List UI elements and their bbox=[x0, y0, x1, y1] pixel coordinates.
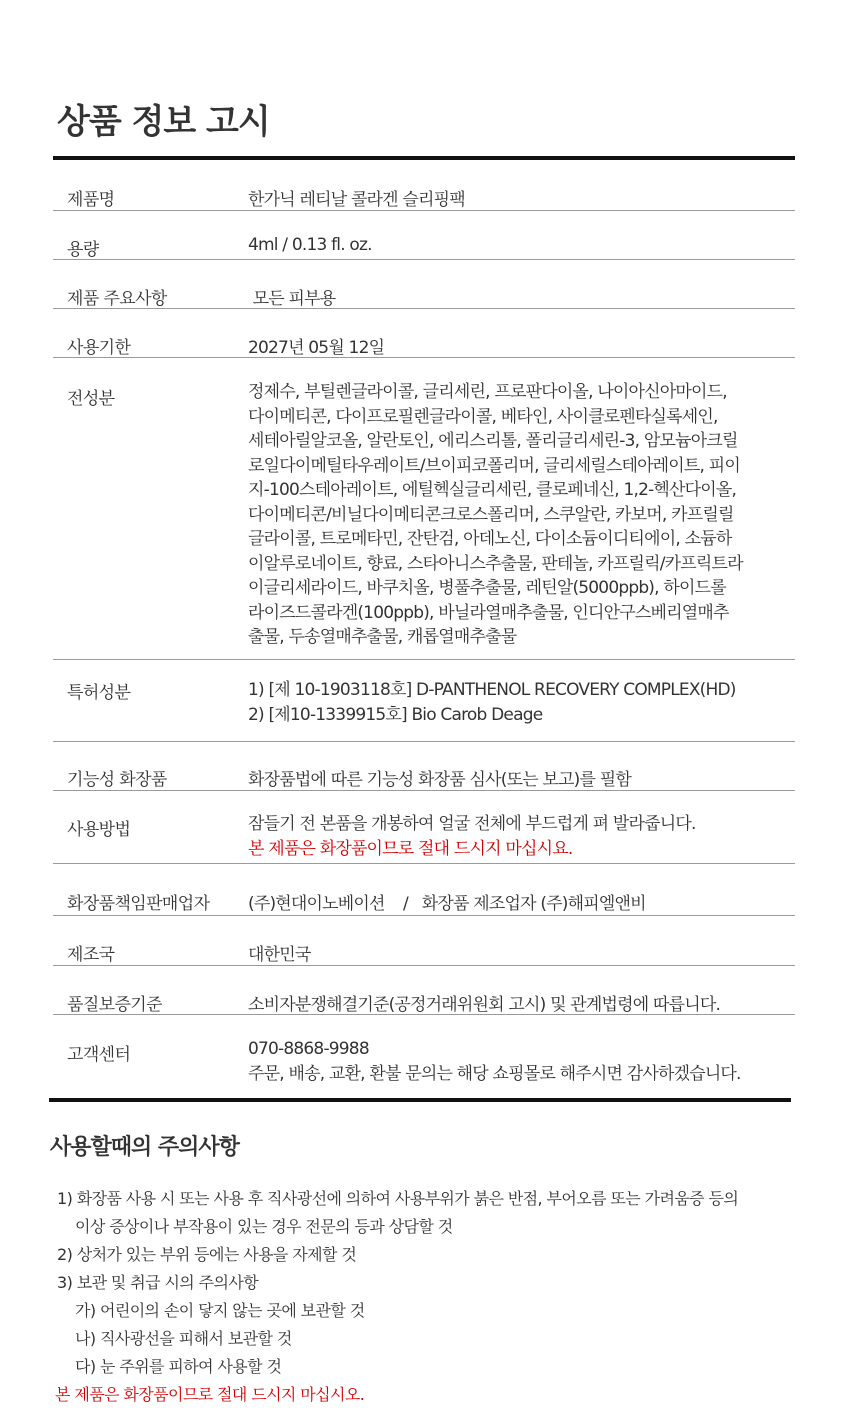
warning-text: 본 제품은 화장품이므로 절대 드시지 마십시요. bbox=[248, 839, 573, 859]
caution-subitem: 다) 눈 주위를 피하여 사용할 것 bbox=[75, 1357, 282, 1376]
value-line: 070-8868-9988 bbox=[248, 1039, 369, 1059]
row-label: 기능성 화장품 bbox=[67, 770, 167, 790]
row-value bbox=[248, 333, 795, 357]
value-line: 2027년 05월 12일 bbox=[248, 338, 385, 358]
table-row bbox=[53, 160, 795, 211]
page-title: 상품 정보 고시 bbox=[57, 102, 270, 142]
row-label: 제품명 bbox=[67, 190, 115, 210]
value-line: 1) [제 10-1903118호] D-PANTHENOL RECOVERY COMPLEX(HD) bbox=[248, 680, 736, 700]
value-line: 4ml / 0.13 fl. oz. bbox=[248, 235, 372, 255]
row-value bbox=[248, 1037, 795, 1093]
row-value bbox=[248, 185, 795, 210]
value-line: (주)현대이노베이션 / 화장품 제조업자 (주)해피엘앤비 bbox=[248, 894, 646, 914]
value-line: 잠들기 전 본품을 개봉하여 얼굴 전체에 부드럽게 펴 발라줍니다. bbox=[248, 814, 696, 834]
row-label: 용량 bbox=[67, 240, 99, 260]
product-info-table bbox=[53, 156, 795, 1093]
row-label: 제조국 bbox=[67, 945, 115, 965]
caution-item: 2) 상처가 있는 부위 등에는 사용을 자제할 것 bbox=[57, 1245, 357, 1264]
table-row bbox=[53, 864, 795, 916]
table-row bbox=[53, 742, 795, 791]
value-line: 출물, 두송열매추출물, 캐롭열매추출물 bbox=[248, 627, 517, 647]
value-line: 다이메티콘/비닐다이메티콘크로스폴리머, 스쿠알란, 카보머, 카프릴릴 bbox=[248, 504, 734, 525]
table-row bbox=[53, 791, 795, 864]
value-line: 모든 피부용 bbox=[248, 289, 336, 309]
value-line: 글라이콜, 트로메타민, 잔탄검, 아데노신, 다이소듐이디티에이, 소듐하 bbox=[248, 529, 732, 549]
table-row bbox=[53, 916, 795, 966]
row-label: 사용방법 bbox=[67, 820, 131, 840]
value-line: 정제수, 부틸렌글라이콜, 글리세린, 프로판다이올, 나이아신아마이드, bbox=[248, 382, 727, 402]
value-line: 2) [제10-1339915호] Bio Carob Deage bbox=[248, 705, 543, 725]
value-line: 라이즈드콜라겐(100ppb), 바닐라열매추출물, 인디안구스베리열매추 bbox=[248, 602, 729, 623]
caution-item: 3) 보관 및 취급 시의 주의사항 bbox=[57, 1273, 259, 1292]
value-line: 소비자분쟁해결기준(공정거래위원회 고시) 및 관계법령에 따릅니다. bbox=[248, 995, 721, 1015]
row-label: 전성분 bbox=[67, 389, 115, 409]
value-line: 한가닉 레티날 콜라겐 슬리핑팩 bbox=[248, 190, 465, 210]
value-line: 화장품법에 따른 기능성 화장품 심사(또는 보고)를 필함 bbox=[248, 770, 631, 790]
section-divider bbox=[49, 1098, 791, 1102]
row-value bbox=[248, 940, 795, 965]
table-row bbox=[53, 358, 795, 660]
caution-list bbox=[57, 1185, 837, 1409]
caution-item: 이상 증상이나 부작용이 있는 경우 전문의 등과 상담할 것 bbox=[75, 1217, 453, 1236]
value-line: 세테아릴알코올, 알란토인, 에리스리톨, 폴리글리세린-3, 암모늄아크릴 bbox=[248, 431, 738, 451]
row-value bbox=[248, 765, 795, 790]
row-value bbox=[248, 889, 795, 915]
value-line: 대한민국 bbox=[248, 945, 311, 965]
value-line: 이알루로네이트, 향료, 스타아니스추출물, 판테놀, 카프릴릭/카프릭트라 bbox=[248, 553, 743, 574]
table-row bbox=[53, 260, 795, 309]
ingredients-list bbox=[248, 380, 795, 659]
table-row bbox=[53, 1015, 795, 1093]
row-value bbox=[248, 990, 795, 1014]
value-line: 이글리세라이드, 바쿠치올, 병풀추출물, 레틴알(5000ppb), 하이드롤 bbox=[248, 578, 726, 598]
caution-subitem: 가) 어린이의 손이 닿지 않는 곳에 보관할 것 bbox=[75, 1301, 365, 1320]
value-line: 다이메티콘, 다이프로필렌글라이콜, 베타인, 사이클로펜타실록세인, bbox=[248, 406, 718, 427]
row-value bbox=[248, 812, 795, 863]
table-row bbox=[53, 309, 795, 358]
value-line: 로일다이메틸타우레이트/브이피코폴리머, 글리세릴스테아레이트, 피이 bbox=[248, 455, 741, 476]
value-line: 지-100스테아레이트, 에틸헥실글리세린, 클로페네신, 1,2-헥산다이올, bbox=[248, 480, 737, 500]
caution-subitem: 나) 직사광선을 피해서 보관할 것 bbox=[75, 1329, 292, 1348]
table-row bbox=[53, 966, 795, 1015]
caution-item: 1) 화장품 사용 시 또는 사용 후 직사광선에 의하여 사용부위가 붉은 반점, 부어오름 또는 가려움증 등의 bbox=[57, 1189, 739, 1208]
row-label: 특허성분 bbox=[67, 683, 131, 703]
row-label: 화장품책임판매업자 bbox=[67, 894, 210, 914]
warning-text: 본 제품은 화장품이므로 절대 드시지 마십시오. bbox=[55, 1385, 365, 1404]
row-value bbox=[248, 678, 795, 741]
table-row bbox=[53, 660, 795, 742]
table-row bbox=[53, 211, 795, 260]
row-label: 제품 주요사항 bbox=[67, 289, 167, 309]
caution-title: 사용할때의 주의사항 bbox=[50, 1135, 239, 1160]
row-label: 고객센터 bbox=[67, 1045, 131, 1065]
row-label: 품질보증기준 bbox=[67, 995, 162, 1015]
row-label: 사용기한 bbox=[67, 338, 131, 358]
value-line: 주문, 배송, 교환, 환불 문의는 해당 쇼핑몰로 해주시면 감사하겠습니다. bbox=[248, 1064, 741, 1084]
row-value bbox=[248, 284, 795, 308]
row-value bbox=[248, 235, 795, 259]
